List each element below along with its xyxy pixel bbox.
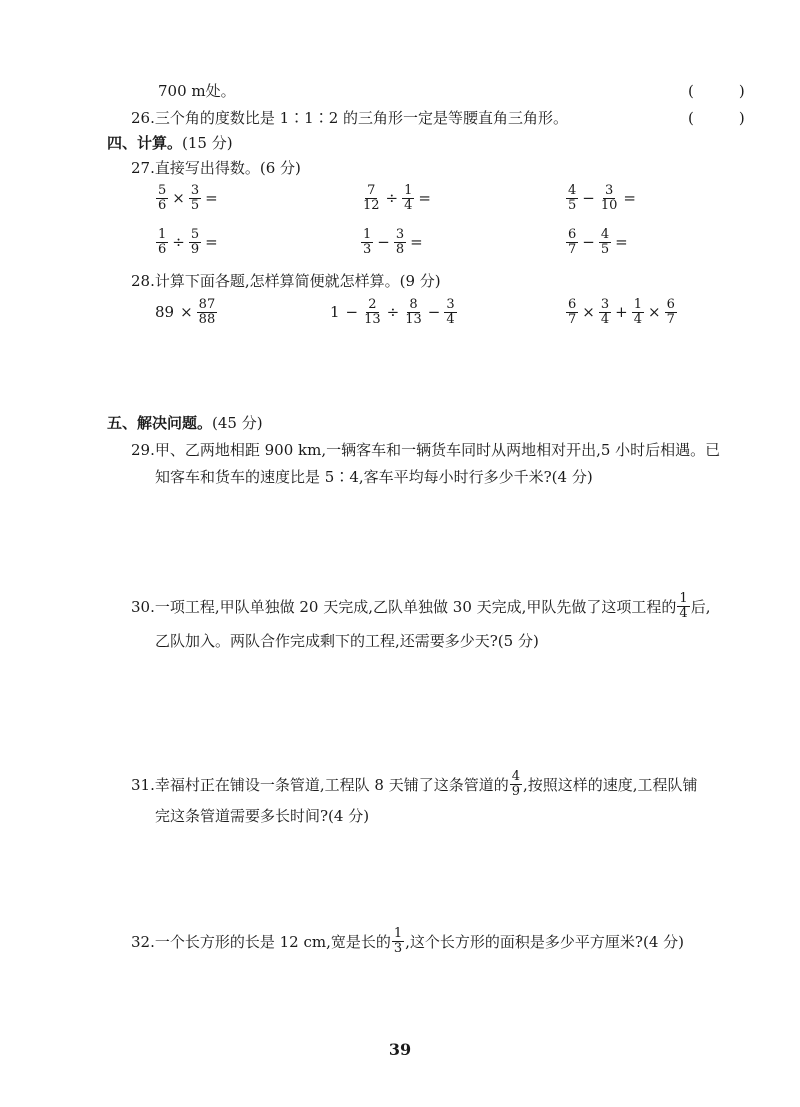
section-5-title: 五、解决问题。 (107, 414, 213, 432)
numerator: 1 (633, 297, 642, 312)
q27-item-5 (360, 228, 426, 256)
text-segment: × (648, 303, 661, 322)
fraction (599, 298, 611, 326)
text-segment: = (615, 233, 628, 252)
fraction (402, 184, 414, 212)
numerator: 3 (190, 183, 200, 198)
q27-item-2 (360, 184, 434, 212)
q30-line-2: 乙队加入。两队合作完成剩下的工程,还需要多少天?(5 分) (155, 632, 539, 650)
fraction (566, 184, 578, 212)
denominator: 4 (404, 197, 413, 213)
fraction (394, 228, 406, 256)
numerator: 5 (158, 183, 167, 198)
numerator: 4 (511, 769, 520, 784)
numerator: 4 (568, 183, 577, 198)
denominator: 13 (364, 311, 381, 327)
numerator: 1 (158, 227, 167, 242)
q28-expression-2 (330, 298, 458, 326)
section-4-score: (15 分) (182, 134, 233, 152)
answer-paren-26[interactable]: ( ) (688, 109, 745, 127)
text-segment: ÷ (385, 189, 399, 208)
q29-line-2: 知客车和货车的速度比是 5∶4,客车平均每小时行多少千米?(4 分) (155, 468, 593, 486)
numerator: 1 (404, 183, 413, 198)
text-segment: − (345, 303, 359, 322)
text-segment: = (418, 189, 431, 208)
fraction (665, 298, 677, 326)
fraction (392, 927, 404, 955)
page-number: 39 (388, 1040, 412, 1059)
fraction (156, 228, 168, 256)
section-4-title: 四、计算。 (107, 134, 183, 152)
denominator: 5 (190, 197, 200, 213)
numerator: 1 (679, 591, 688, 606)
denominator: 7 (568, 311, 577, 327)
denominator: 88 (198, 311, 216, 327)
q28-text: 28.计算下面各题,怎样算简便就怎样算。(9 分) (131, 272, 441, 290)
text-segment: − (427, 303, 441, 322)
q27-text: 27.直接写出得数。(6 分) (131, 159, 301, 177)
fraction (403, 298, 424, 326)
fraction (566, 298, 578, 326)
fraction (599, 184, 620, 212)
numerator: 2 (368, 297, 377, 312)
q28-expression-3 (565, 298, 678, 326)
text-segment: ÷ (386, 303, 400, 322)
text-segment: × (582, 303, 595, 322)
fraction (510, 770, 522, 798)
text-segment: ÷ (172, 233, 185, 252)
fraction (361, 184, 382, 212)
text-segment: ,这个长方形的面积是多少平方厘米?(4 分) (405, 932, 684, 951)
section-5-score: (45 分) (212, 414, 263, 432)
numerator: 3 (395, 227, 405, 242)
text-segment: − (582, 189, 595, 208)
fraction (566, 228, 578, 256)
numerator: 6 (568, 227, 577, 242)
numerator: 3 (446, 297, 455, 312)
denominator: 8 (395, 241, 405, 257)
text-segment: − (377, 233, 390, 252)
denominator: 4 (633, 311, 642, 327)
text-segment: 32.一个长方形的长是 12 cm,宽是长的 (131, 932, 391, 951)
numerator: 8 (409, 297, 418, 312)
text-segment: = (205, 233, 218, 252)
answer-paren-25[interactable]: ( ) (688, 82, 745, 100)
text-segment: × (180, 303, 193, 322)
denominator: 9 (511, 783, 520, 799)
text-segment: 89 (155, 303, 175, 322)
denominator: 10 (600, 197, 618, 213)
q27-item-1 (155, 184, 221, 212)
fraction (362, 298, 383, 326)
fraction (599, 228, 611, 256)
fraction (444, 298, 456, 326)
text-segment: × (172, 189, 185, 208)
section-4-heading (107, 132, 233, 153)
denominator: 9 (190, 241, 200, 257)
fraction (677, 592, 689, 620)
fraction (197, 298, 218, 326)
fraction (189, 184, 201, 212)
denominator: 4 (679, 605, 688, 621)
text-segment: + (615, 303, 628, 322)
denominator: 4 (446, 311, 455, 327)
text-segment: 1 (330, 303, 340, 322)
denominator: 13 (405, 311, 422, 327)
q29-line-1: 29.甲、乙两地相距 900 km,一辆客车和一辆货车同时从两地相对开出,5 小时后相遇。已 (131, 441, 721, 459)
denominator: 6 (158, 197, 167, 213)
numerator: 5 (190, 227, 200, 242)
denominator: 12 (363, 197, 380, 213)
text-segment: = (205, 189, 218, 208)
q32-line (131, 927, 684, 955)
text-segment: − (582, 233, 595, 252)
denominator: 3 (363, 241, 372, 257)
text-segment: 31.幸福村正在铺设一条管道,工程队 8 天铺了这条管道的 (131, 775, 509, 794)
numerator: 3 (604, 183, 614, 198)
q31-line-2: 完这条管道需要多长时间?(4 分) (155, 807, 370, 825)
denominator: 7 (666, 311, 675, 327)
fraction (156, 184, 168, 212)
denominator: 3 (393, 940, 403, 956)
numerator: 7 (367, 183, 376, 198)
numerator: 87 (198, 297, 216, 312)
denominator: 5 (568, 197, 577, 213)
denominator: 7 (568, 241, 577, 257)
numerator: 3 (600, 297, 610, 312)
numerator: 4 (600, 227, 610, 242)
fraction (361, 228, 373, 256)
numerator: 1 (363, 227, 372, 242)
text-segment: = (410, 233, 423, 252)
numerator: 1 (393, 926, 403, 941)
denominator: 6 (158, 241, 167, 257)
text-segment: 30.一项工程,甲队单独做 20 天完成,乙队单独做 30 天完成,甲队先做了这项工程的 (131, 597, 677, 616)
q27-item-3 (565, 184, 639, 212)
text-segment: = (623, 189, 636, 208)
fraction (189, 228, 201, 256)
section-5-heading (107, 412, 263, 433)
q31-line-1 (131, 770, 698, 798)
q30-line-1 (131, 592, 710, 620)
denominator: 5 (600, 241, 610, 257)
q28-expression-1 (155, 298, 218, 326)
q26-text: 26.三个角的度数比是 1∶1∶2 的三角形一定是等腰直角三角形。 (131, 109, 569, 127)
text-segment: ,按照这样的速度,工程队铺 (523, 775, 698, 794)
numerator: 6 (568, 297, 577, 312)
fraction (632, 298, 644, 326)
q25-tail: 700 m处。 (158, 82, 236, 100)
denominator: 4 (600, 311, 610, 327)
text-segment: 后, (690, 597, 711, 616)
q27-item-6 (565, 228, 631, 256)
q27-item-4 (155, 228, 221, 256)
numerator: 6 (666, 297, 675, 312)
